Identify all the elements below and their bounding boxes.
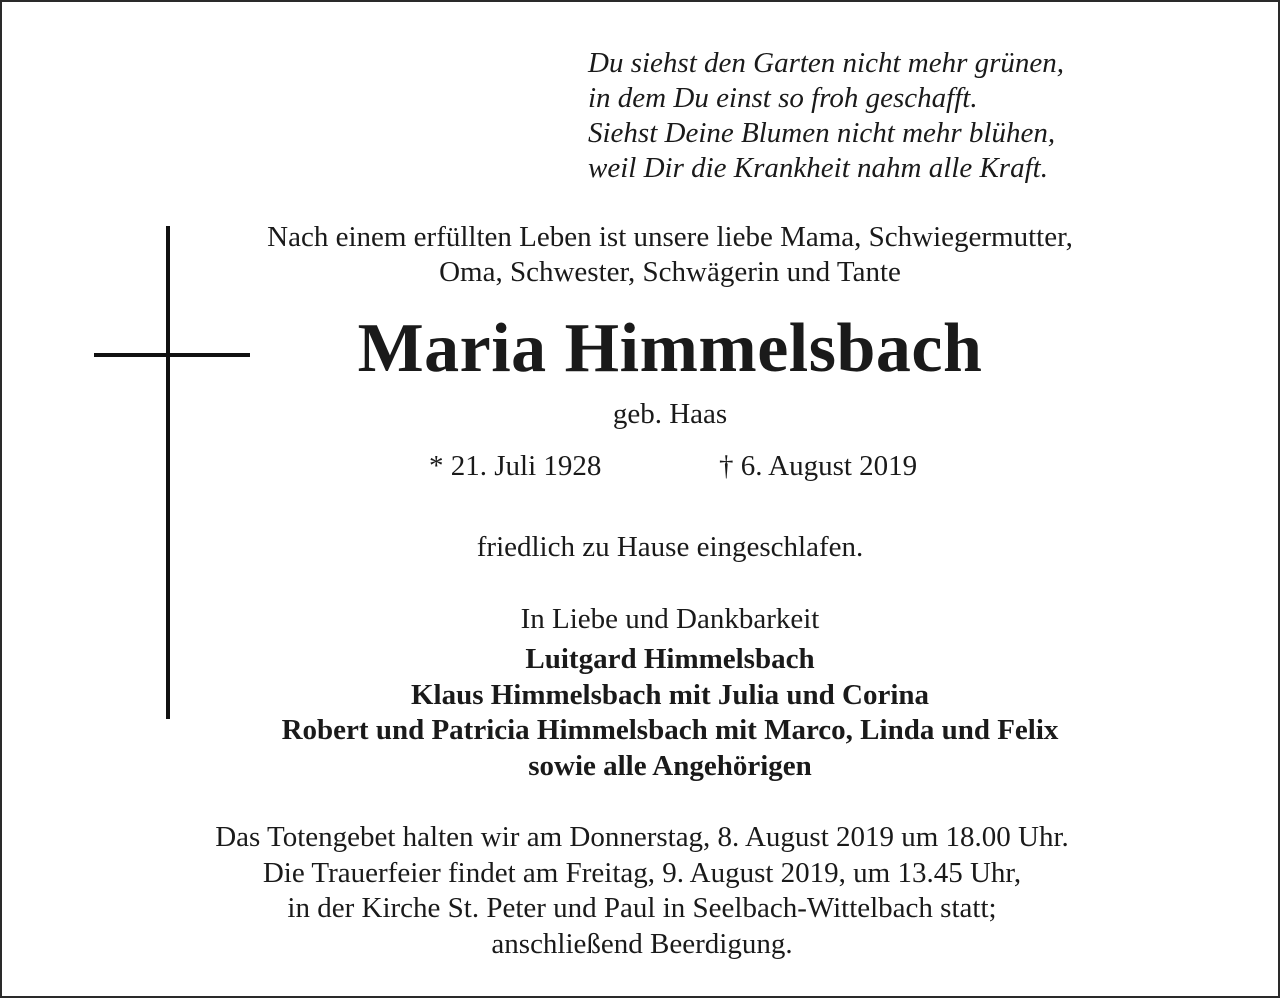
mourner-line: Klaus Himmelsbach mit Julia und Corina	[410, 678, 930, 711]
service-line: Das Totengebet halten wir am Donnerstag, 8. August 2019 um 18.00 Uhr.	[215, 821, 1069, 853]
poem-line: in dem Du einst so froh geschafft.	[588, 82, 978, 114]
memorial-poem	[588, 46, 1188, 186]
service-line: in der Kirche St. Peter und Paul in Seelbach-Wittelbach statt;	[287, 892, 997, 924]
mourner-line: sowie alle Angehörigen	[528, 749, 812, 782]
service-line: anschließend Beerdigung.	[491, 927, 793, 960]
birth-date: * 21. Juli 1928	[429, 450, 602, 482]
mourner-line: Luitgard Himmelsbach	[525, 643, 815, 675]
deceased-name: Maria Himmelsbach	[357, 310, 983, 387]
intro-line: Nach einem erfüllten Leben ist unsere liebe Mama, Schwiegermutter,	[267, 221, 1073, 253]
intro-line: Oma, Schwester, Schwägerin und Tante	[439, 256, 901, 288]
poem-line: weil Dir die Krankheit nahm alle Kraft.	[588, 152, 1048, 184]
intro-text	[162, 220, 1178, 290]
poem-line: Siehst Deine Blumen nicht mehr blühen,	[588, 117, 1056, 149]
closing-text: In Liebe und Dankbarkeit	[520, 603, 820, 635]
poem-line: Du siehst den Garten nicht mehr grünen,	[588, 47, 1065, 79]
death-date: † 6. August 2019	[719, 450, 918, 482]
service-line: Die Trauerfeier findet am Freitag, 9. August 2019, um 13.45 Uhr,	[262, 856, 1022, 889]
rest-text: friedlich zu Hause eingeschlafen.	[476, 531, 864, 563]
service-info	[142, 820, 1142, 962]
maiden-name: geb. Haas	[612, 398, 728, 430]
mourners-list	[162, 642, 1178, 784]
mourner-line: Robert und Patricia Himmelsbach mit Marco, Linda und Felix	[281, 714, 1059, 746]
